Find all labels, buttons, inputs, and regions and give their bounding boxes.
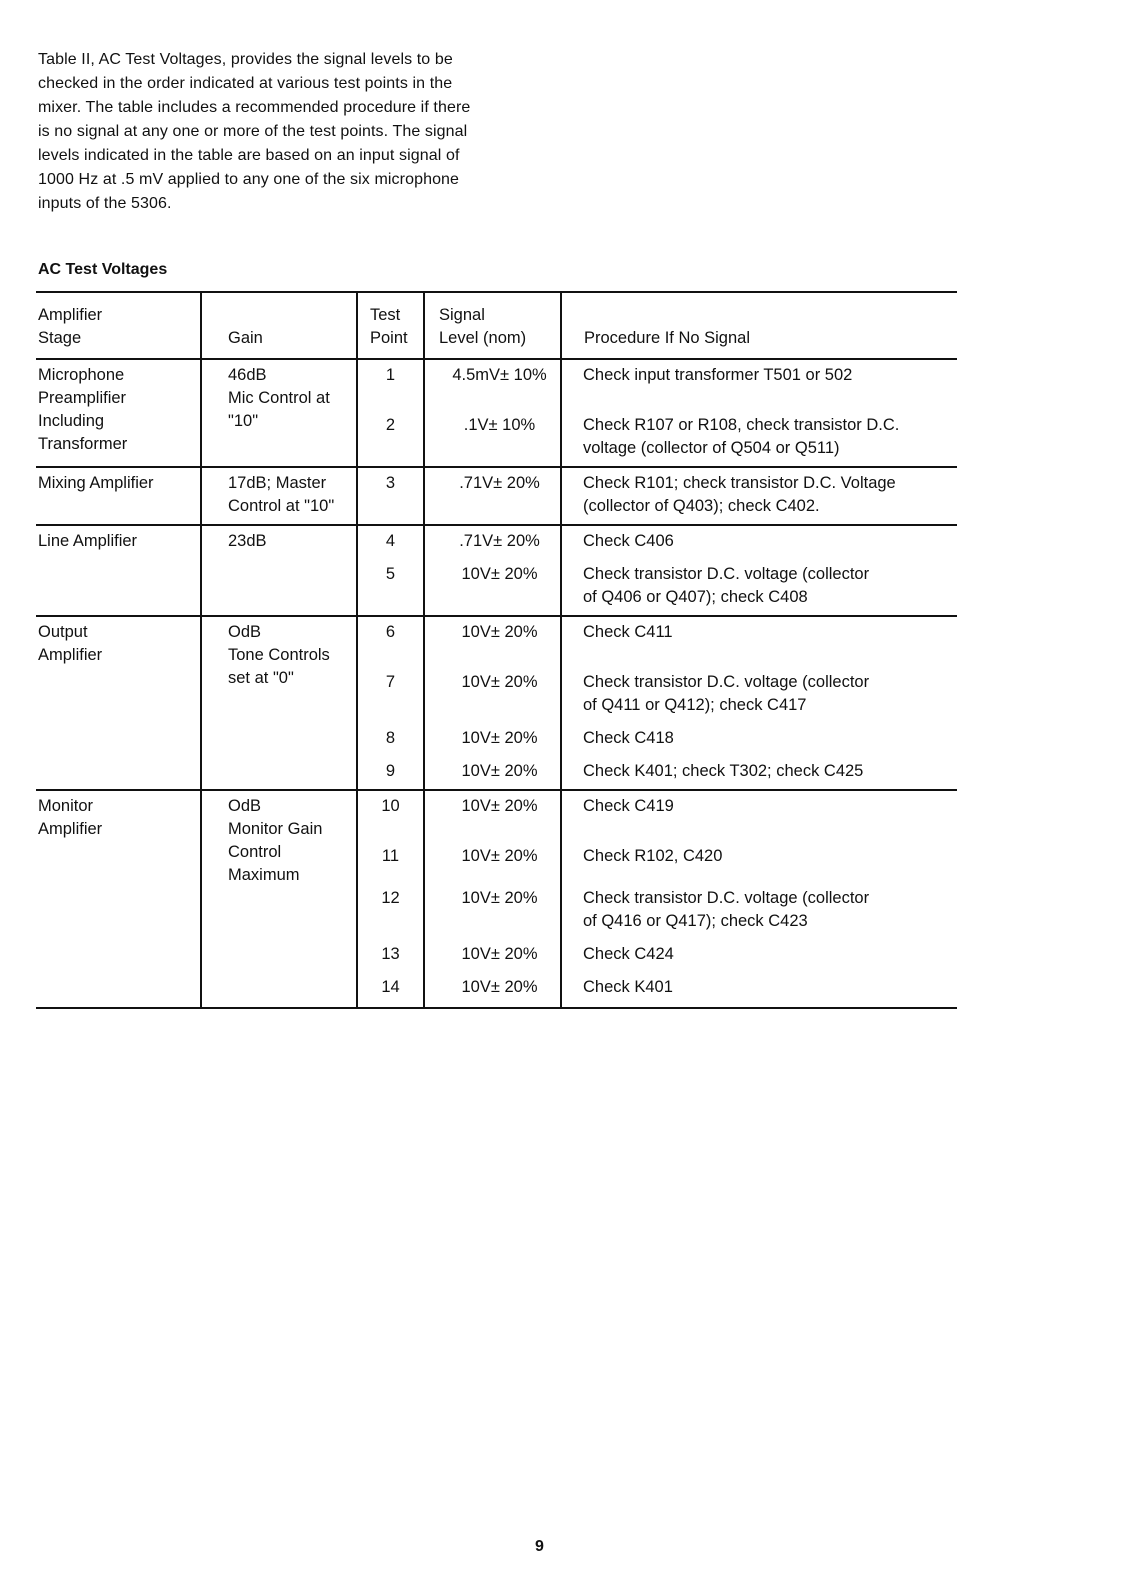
- gain-text: OdB: [228, 797, 262, 815]
- signal-level-cell: .71V± 20%: [424, 467, 561, 525]
- header-test-point: [357, 292, 424, 359]
- table-header-row: [36, 292, 957, 359]
- gain-text: Control: [228, 843, 282, 861]
- header-procedure: [561, 292, 957, 359]
- signal-level-cell: .71V± 20%: [424, 525, 561, 559]
- intro-line: is no signal at any one or more of the test points. The signal: [38, 123, 468, 140]
- stage-cell: [36, 790, 201, 1008]
- procedure-text: Check K401: [583, 978, 673, 996]
- table-row: [36, 525, 957, 559]
- stage-text: Output: [38, 623, 88, 641]
- table-row: [36, 467, 957, 525]
- procedure-cell: [561, 939, 957, 972]
- test-point-cell: 5: [357, 559, 424, 616]
- procedure-cell: [561, 756, 957, 790]
- test-point-cell: 6: [357, 616, 424, 667]
- procedure-cell: [561, 559, 957, 616]
- procedure-text: Check input transformer T501 or 502: [583, 366, 853, 384]
- procedure-cell: [561, 616, 957, 667]
- procedure-text: Check C406: [583, 532, 674, 550]
- test-point-cell: 13: [357, 939, 424, 972]
- stage-text: Preamplifier: [38, 389, 127, 407]
- gain-cell: [201, 525, 357, 616]
- stage-text: Amplifier: [38, 646, 103, 664]
- header-amplifier-stage: [36, 292, 201, 359]
- procedure-text: Check transistor D.C. voltage (collector: [583, 565, 870, 583]
- table-row: [36, 790, 957, 841]
- page-number: 9: [535, 1538, 544, 1555]
- procedure-cell: [561, 883, 957, 939]
- procedure-cell: [561, 723, 957, 756]
- signal-level-cell: 10V± 20%: [424, 667, 561, 723]
- header-text: Procedure If No Signal: [584, 329, 751, 347]
- procedure-text: (collector of Q403); check C402.: [583, 497, 820, 515]
- signal-level-cell: .1V± 10%: [424, 410, 561, 467]
- header-signal-level: [424, 292, 561, 359]
- stage-text: Amplifier: [38, 820, 103, 838]
- ac-test-voltages-table: [36, 291, 957, 1009]
- procedure-cell: [561, 841, 957, 883]
- procedure-text: Check K401; check T302; check C425: [583, 762, 864, 780]
- procedure-cell: [561, 790, 957, 841]
- procedure-cell: [561, 467, 957, 525]
- gain-cell: [201, 790, 357, 1008]
- procedure-text: Check transistor D.C. voltage (collector: [583, 673, 870, 691]
- intro-line: inputs of the 5306.: [38, 195, 172, 212]
- stage-text: Transformer: [38, 435, 128, 453]
- table-title: AC Test Voltages: [38, 261, 168, 278]
- gain-text: 23dB: [228, 532, 267, 550]
- gain-text: Control at "10": [228, 497, 335, 515]
- gain-text: 17dB; Master: [228, 474, 327, 492]
- gain-text: 46dB: [228, 366, 267, 384]
- stage-cell: [36, 467, 201, 525]
- gain-text: OdB: [228, 623, 262, 641]
- intro-line: checked in the order indicated at various test points in the: [38, 75, 453, 92]
- header-text: Stage: [38, 329, 82, 347]
- intro-line: levels indicated in the table are based on an input signal of: [38, 147, 460, 164]
- header-text: Amplifier: [38, 306, 103, 324]
- test-point-cell: 2: [357, 410, 424, 467]
- signal-level-cell: 10V± 20%: [424, 723, 561, 756]
- test-point-cell: 3: [357, 467, 424, 525]
- procedure-text: Check R102, C420: [583, 847, 723, 865]
- procedure-text: Check C411: [583, 623, 673, 641]
- test-point-cell: 11: [357, 841, 424, 883]
- signal-level-cell: 10V± 20%: [424, 616, 561, 667]
- gain-text: set at "0": [228, 669, 294, 687]
- test-point-cell: 4: [357, 525, 424, 559]
- signal-level-cell: 10V± 20%: [424, 841, 561, 883]
- signal-level-cell: 4.5mV± 10%: [424, 359, 561, 410]
- procedure-text: voltage (collector of Q504 or Q511): [583, 439, 840, 457]
- procedure-text: Check C418: [583, 729, 674, 747]
- stage-text: Mixing Amplifier: [38, 474, 154, 492]
- header-text: Level (nom): [439, 329, 527, 347]
- procedure-cell: [561, 410, 957, 467]
- test-point-cell: 9: [357, 756, 424, 790]
- test-point-cell: 8: [357, 723, 424, 756]
- header-text: Signal: [439, 306, 485, 324]
- stage-text: Including: [38, 412, 105, 430]
- procedure-text: Check R101; check transistor D.C. Voltage: [583, 474, 896, 492]
- test-point-cell: 10: [357, 790, 424, 841]
- gain-text: Monitor Gain: [228, 820, 323, 838]
- header-text: Test: [370, 306, 401, 324]
- stage-text: Monitor: [38, 797, 94, 815]
- gain-text: Tone Controls: [228, 646, 330, 664]
- procedure-cell: [561, 972, 957, 1008]
- stage-cell: [36, 359, 201, 467]
- procedure-text: Check C419: [583, 797, 674, 815]
- signal-level-cell: 10V± 20%: [424, 972, 561, 1008]
- stage-text: Microphone: [38, 366, 125, 384]
- gain-cell: [201, 616, 357, 790]
- signal-level-cell: 10V± 20%: [424, 756, 561, 790]
- intro-line: 1000 Hz at .5 mV applied to any one of the six microphone: [38, 171, 460, 188]
- procedure-text: Check transistor D.C. voltage (collector: [583, 889, 870, 907]
- signal-level-cell: 10V± 20%: [424, 939, 561, 972]
- intro-paragraph: [38, 48, 528, 216]
- procedure-text: of Q416 or Q417); check C423: [583, 912, 808, 930]
- intro-line: Table II, AC Test Voltages, provides the signal levels to be: [38, 51, 453, 68]
- procedure-text: Check R107 or R108, check transistor D.C.: [583, 416, 900, 434]
- gain-text: Maximum: [228, 866, 300, 884]
- stage-text: Line Amplifier: [38, 532, 138, 550]
- signal-level-cell: 10V± 20%: [424, 883, 561, 939]
- gain-text: Mic Control at: [228, 389, 330, 407]
- procedure-text: of Q406 or Q407); check C408: [583, 588, 808, 606]
- procedure-text: of Q411 or Q412); check C417: [583, 696, 807, 714]
- header-text: Gain: [228, 329, 263, 347]
- procedure-cell: [561, 525, 957, 559]
- test-point-cell: 7: [357, 667, 424, 723]
- table-row: [36, 359, 957, 410]
- header-text: Point: [370, 329, 408, 347]
- test-point-cell: 14: [357, 972, 424, 1008]
- stage-cell: [36, 525, 201, 616]
- test-point-cell: 1: [357, 359, 424, 410]
- gain-cell: [201, 467, 357, 525]
- table-row: [36, 616, 957, 667]
- intro-line: mixer. The table includes a recommended procedure if there: [38, 99, 471, 116]
- procedure-cell: [561, 667, 957, 723]
- gain-cell: [201, 359, 357, 467]
- signal-level-cell: 10V± 20%: [424, 790, 561, 841]
- signal-level-cell: 10V± 20%: [424, 559, 561, 616]
- procedure-cell: [561, 359, 957, 410]
- stage-cell: [36, 616, 201, 790]
- header-gain: [201, 292, 357, 359]
- gain-text: "10": [228, 412, 259, 430]
- procedure-text: Check C424: [583, 945, 674, 963]
- test-point-cell: 12: [357, 883, 424, 939]
